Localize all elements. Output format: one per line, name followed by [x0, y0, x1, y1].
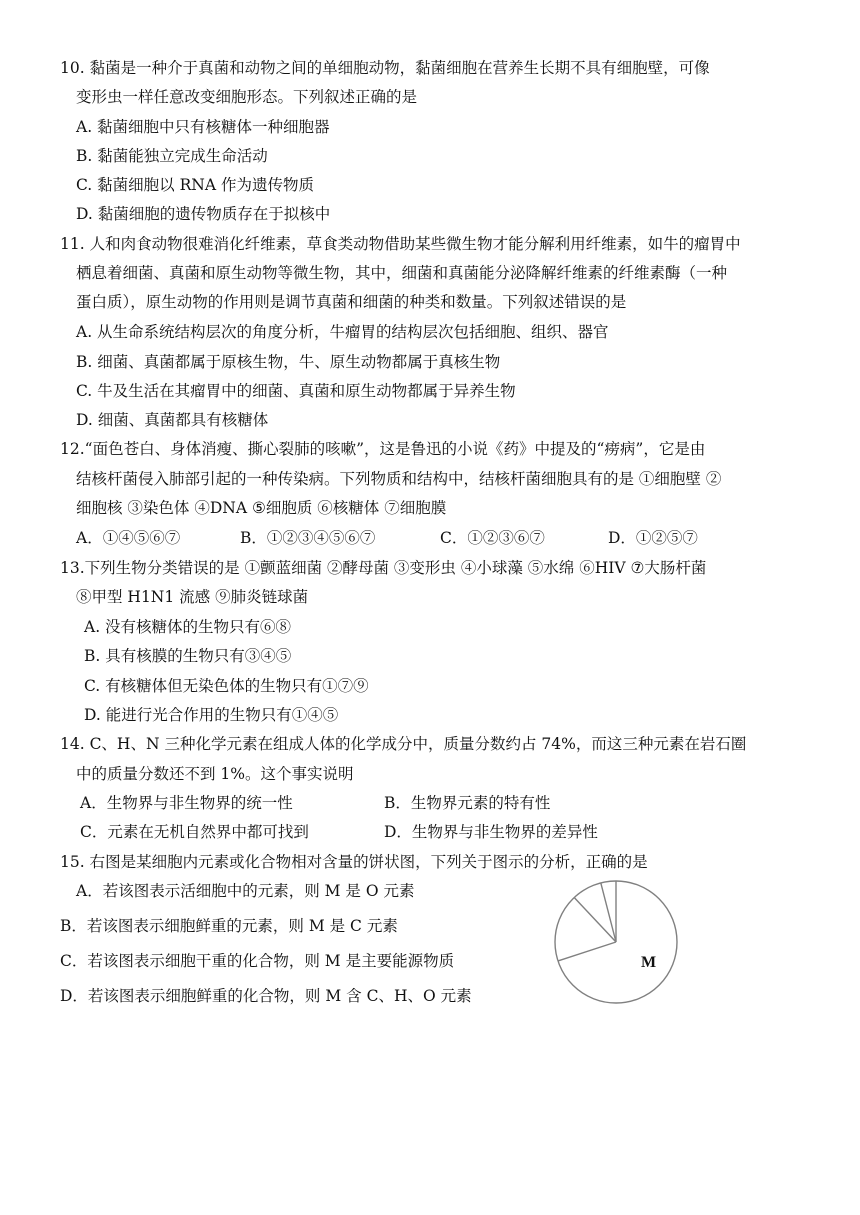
question-12-option-d: D．①②⑤⑦	[608, 529, 698, 547]
question-11-option-a: A. 从生命系统结构层次的角度分析，牛瘤胃的结构层次包括细胞、组织、器官	[76, 323, 609, 341]
question-10-stem-line-2: 变形虫一样任意改变细胞形态。下列叙述正确的是	[76, 88, 418, 106]
pie-chart	[553, 852, 679, 1006]
question-12-stem-line-1: 12.“面色苍白、身体消瘦、撕心裂肺的咳嗽”，这是鲁迅的小说《药》中提及的“痨病”，它是由	[60, 440, 706, 458]
question-15-option-a: A．若该图表示活细胞中的元素，则 M 是 O 元素	[76, 882, 415, 900]
question-10-stem-line-1: 10. 黏菌是一种介于真菌和动物之间的单细胞动物，黏菌细胞在营养生长期不具有细胞壁，可像	[60, 59, 710, 77]
question-12-option-c: C．①②③⑥⑦	[440, 529, 545, 547]
pie-slice-label: M	[641, 954, 657, 971]
question-15-stem-line-1: 15. 右图是某细胞内元素或化合物相对含量的饼状图，下列关于图示的分析，正确的是	[60, 853, 648, 871]
question-11-option-d: D. 细菌、真菌都具有核糖体	[76, 411, 269, 429]
question-13-option-b: B. 具有核膜的生物只有③④⑤	[84, 647, 292, 665]
question-14-option-d: D．生物界与非生物界的差异性	[384, 823, 598, 841]
question-15-option-d: D．若该图表示细胞鲜重的化合物，则 M 含 C、H、O 元素	[60, 987, 472, 1005]
question-14-option-b: B．生物界元素的特有性	[384, 794, 551, 812]
question-10-option-c: C. 黏菌细胞以 RNA 作为遗传物质	[76, 176, 314, 194]
question-14-option-c: C．元素在无机自然界中都可找到	[80, 823, 309, 841]
question-13-option-a: A. 没有核糖体的生物只有⑥⑧	[84, 618, 292, 636]
question-10-option-a: A. 黏菌细胞中只有核糖体一种细胞器	[76, 118, 330, 136]
question-13-option-c: C. 有核糖体但无染色体的生物只有①⑦⑨	[84, 677, 369, 695]
question-12-option-a: A．①④⑤⑥⑦	[76, 529, 181, 547]
question-13-option-d: D. 能进行光合作用的生物只有①④⑤	[84, 706, 339, 724]
question-15-option-b: B．若该图表示细胞鲜重的元素，则 M 是 C 元素	[60, 917, 398, 935]
question-10-option-b: B. 黏菌能独立完成生命活动	[76, 147, 268, 165]
question-12-option-b: B．①②③④⑤⑥⑦	[240, 529, 376, 547]
question-14-stem-line-2: 中的质量分数还不到 1%。这个事实说明	[76, 765, 354, 783]
question-11-option-b: B. 细菌、真菌都属于原核生物，牛、原生动物都属于真核生物	[76, 353, 501, 371]
question-13-stem-line-1: 13.下列生物分类错误的是 ①颤蓝细菌 ②酵母菌 ③变形虫 ④小球藻 ⑤水绵 ⑥HIV ⑦大肠杆菌	[60, 559, 707, 577]
question-14-option-a: A．生物界与非生物界的统一性	[80, 794, 293, 812]
question-10-option-d: D. 黏菌细胞的遗传物质存在于拟核中	[76, 205, 331, 223]
question-11-stem-line-1: 11. 人和肉食动物很难消化纤维素，草食类动物借助某些微生物才能分解利用纤维素，如牛的瘤胃中	[60, 235, 741, 253]
question-15-option-c: C．若该图表示细胞干重的化合物，则 M 是主要能源物质	[60, 952, 455, 970]
question-14-stem-line-1: 14. C、H、N 三种化学元素在组成人体的化学成分中，质量分数约占 74%，而这三种元素在岩石圈	[60, 735, 747, 753]
question-12-stem-line-3: 细胞核 ③染色体 ④DNA ⑤细胞质 ⑥核糖体 ⑦细胞膜	[76, 499, 447, 517]
question-13-stem-line-2: ⑧甲型 H1N1 流感 ⑨肺炎链球菌	[76, 588, 309, 606]
question-11-stem-line-2: 栖息着细菌、真菌和原生动物等微生物，其中，细菌和真菌能分泌降解纤维素的纤维素酶（一种	[76, 264, 728, 282]
question-11-option-c: C. 牛及生活在其瘤胃中的细菌、真菌和原生动物都属于异养生物	[76, 382, 516, 400]
question-12-stem-line-2: 结核杆菌侵入肺部引起的一种传染病。下列物质和结构中，结核杆菌细胞具有的是 ①细胞壁 ②	[76, 470, 722, 488]
question-11-stem-line-3: 蛋白质），原生动物的作用则是调节真菌和细菌的种类和数量。下列叙述错误的是	[76, 293, 627, 311]
